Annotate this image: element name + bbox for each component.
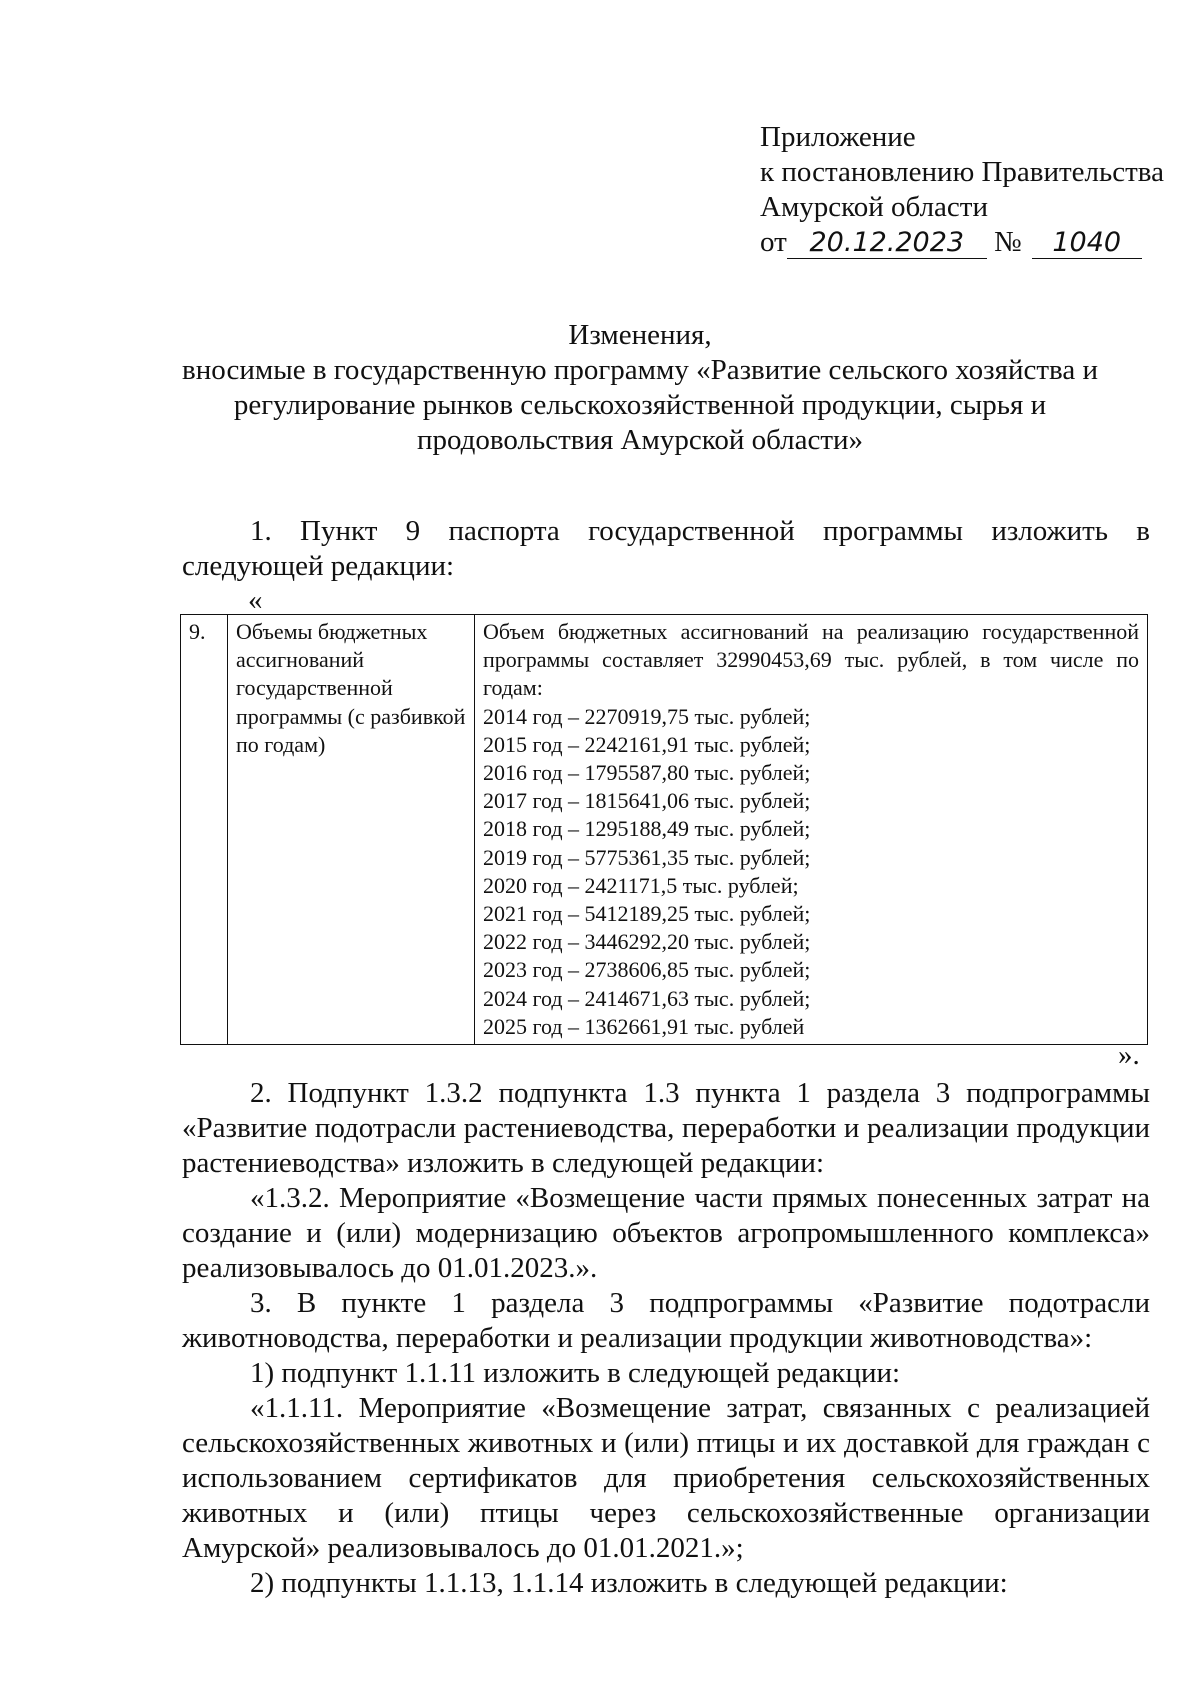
year-item: 2022 год – 3446292,20 тыс. рублей;: [483, 929, 811, 955]
document-title: [180, 318, 1100, 458]
quote-close-mark: ».: [1118, 1039, 1140, 1071]
passport-table: [180, 614, 1148, 1045]
table-row: [181, 615, 1148, 1045]
year-list: [483, 703, 1139, 1041]
year-item: 2025 год – 1362661,91 тыс. рублей: [483, 1013, 805, 1039]
title-line: продовольствия Амурской области»: [416, 424, 864, 456]
handwritten-number: 1040: [1032, 228, 1142, 259]
year-item: 2015 год – 2242161,91 тыс. рублей;: [483, 731, 811, 757]
appendix-line: к постановлению Правительства: [760, 156, 1164, 188]
handwritten-date: 20.12.2023: [787, 228, 987, 259]
year-item: 2021 год – 5412189,25 тыс. рублей;: [483, 901, 811, 927]
appendix-line: Приложение: [760, 121, 916, 153]
title-line: вносимые в государственную программу «Развитие сельского хозяйства и: [182, 354, 1098, 386]
appendix-line: Амурской области: [760, 191, 988, 223]
item-3-paragraph: 3. В пункте 1 раздела 3 подпрограммы «Развитие подотрасли животноводства, переработки и реализации продукции животноводства»:: [182, 1287, 1150, 1354]
appendix-block: [760, 120, 1164, 260]
quote-open-mark: «: [248, 584, 263, 616]
item-3-sub1: 1) подпункт 1.1.11 изложить в следующей редакции:: [250, 1357, 901, 1389]
item-2-quote: «1.3.2. Мероприятие «Возмещение части прямых понесенных затрат на создание и (или) модернизацию объектов агропромышленного комплекса» реализовывалось до 01.01.2023.».: [182, 1182, 1150, 1284]
row-number-cell: 9.: [181, 615, 228, 1045]
year-item: 2014 год – 2270919,75 тыс. рублей;: [483, 703, 811, 729]
item-3-sub1-quote: «1.1.11. Мероприятие «Возмещение затрат, связанных с реализацией сельскохозяйственных животных и (или) птицы и их доставкой для граждан с использованием сертификатов для приобретения сельскохозяйственных животных и (или) птицы через сельскохозяйственные организации Амурской» реализовывалось до 01.01.2021.»;: [182, 1392, 1150, 1564]
row-name-cell: Объемы бюджетных ассигнований государственной программы (с разбивкой по годам): [228, 615, 475, 1045]
year-item: 2023 год – 2738606,85 тыс. рублей;: [483, 957, 811, 983]
title-line: регулирование рынков сельскохозяйственной продукции, сырья и: [233, 389, 1047, 421]
item-2-paragraph: 2. Подпункт 1.3.2 подпункта 1.3 пункта 1 раздела 3 подпрограммы «Развитие подотрасли растениеводства, переработки и реализации продукции растениеводства» изложить в следующей редакции:: [182, 1077, 1150, 1179]
year-item: 2019 год – 5775361,35 тыс. рублей;: [483, 844, 811, 870]
date-prefix: от: [760, 226, 787, 258]
item-1-paragraph: 1. Пункт 9 паспорта государственной программы изложить в следующей редакции:: [182, 515, 1150, 582]
year-item: 2020 год – 2421171,5 тыс. рублей;: [483, 872, 799, 898]
row-value-cell: [475, 615, 1148, 1045]
appendix-date-line: [760, 225, 1164, 260]
year-item: 2017 год – 1815641,06 тыс. рублей;: [483, 788, 811, 814]
year-item: 2024 год – 2414671,63 тыс. рублей;: [483, 985, 811, 1011]
budget-intro: Объем бюджетных ассигнований на реализацию государственной программы составляет 32990453,69 тыс. рублей, в том числе по годам:: [483, 619, 1139, 701]
year-item: 2018 год – 1295188,49 тыс. рублей;: [483, 816, 811, 842]
title-line: Изменения,: [568, 319, 712, 351]
year-item: 2016 год – 1795587,80 тыс. рублей;: [483, 760, 811, 786]
number-prefix: №: [994, 226, 1022, 258]
item-3-sub2: 2) подпункты 1.1.13, 1.1.14 изложить в следующей редакции:: [250, 1567, 1008, 1599]
